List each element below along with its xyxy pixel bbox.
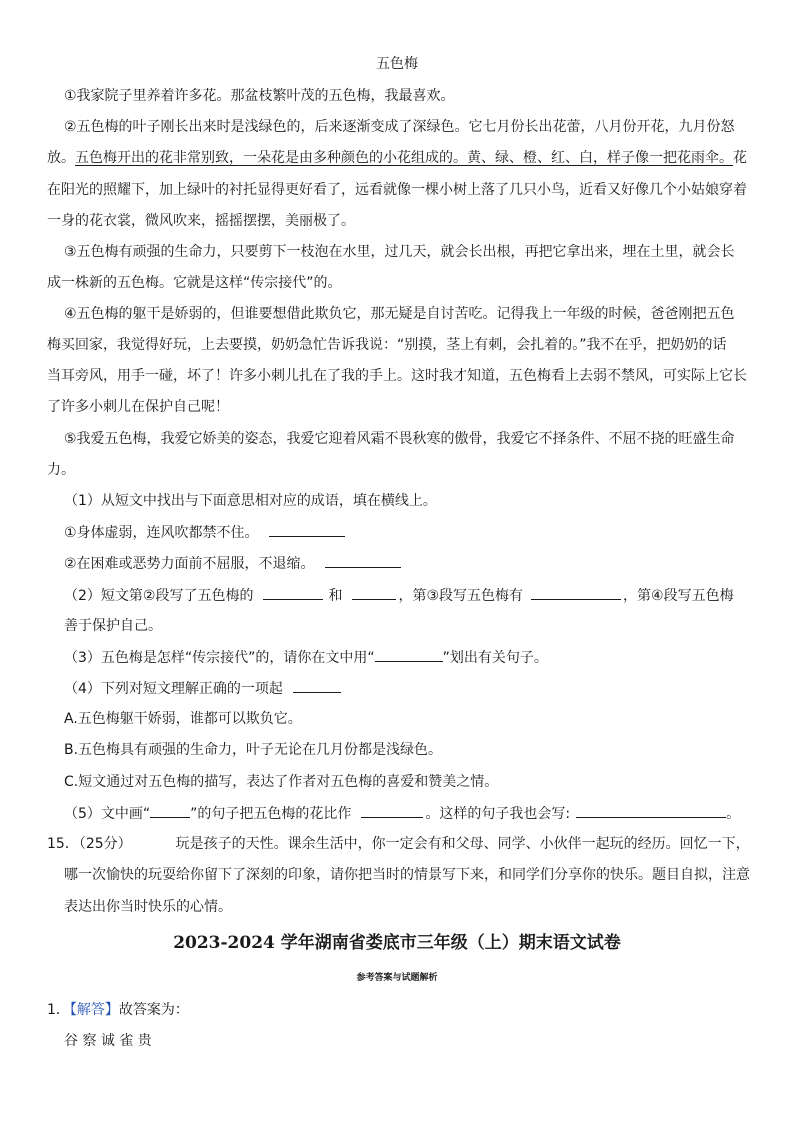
question-15-line-2: 哪一次愉快的玩耍给你留下了深刻的印象，请你把当时的情景写下来，和同学们分享你的快乐。题目自拟，注意 bbox=[64, 867, 750, 883]
question-1-b: ②在困难或恶势力面前不屈服，不退缩。 bbox=[64, 553, 747, 574]
question-1-a: ①身体虚弱，连风吹都禁不住。 bbox=[64, 522, 747, 543]
answer-blank-1a[interactable] bbox=[269, 522, 345, 537]
question-2-line-1: （2）短文第②段写了五色梅的 和 ，第③段写五色梅有 ，第④段写五色梅 bbox=[64, 585, 747, 606]
paragraph-2-line-2 bbox=[47, 148, 747, 168]
question-2-line-2: 善于保护自己。 bbox=[64, 618, 162, 634]
answer-blank-1b[interactable] bbox=[325, 553, 401, 568]
option-a: A.五色梅躯干娇弱，谁都可以欺负它。 bbox=[64, 711, 302, 727]
question-3: （3）五色梅是怎样“传宗接代”的，请你在文中用“ ”划出有关句子。 bbox=[64, 647, 747, 668]
paragraph-5-line-2: 力。 bbox=[47, 462, 75, 478]
underline-marker bbox=[375, 647, 443, 662]
question-15-line-1: 15．（25分） 玩是孩子的天性。课余生活中，你一定会有和父母、同学、小伙伴一起玩的经历。回忆一下， bbox=[47, 836, 750, 852]
paragraph-2-text-a: 放。 bbox=[47, 150, 75, 166]
paragraph-5-line-1: ⑤我爱五色梅，我爱它娇美的姿态，我爱它迎着风霜不畏秋寒的傲骨，我爱它不择条件、不屈不挠的旺盛生命 bbox=[64, 431, 735, 447]
paragraph-4-line-4: 了许多小刺儿在保护自己呢！ bbox=[47, 399, 229, 415]
answer-blank-2c[interactable] bbox=[531, 585, 621, 600]
underline-marker-5 bbox=[150, 803, 190, 818]
option-b: B.五色梅具有顽强的生命力，叶子无论在几月份都是浅绿色。 bbox=[64, 742, 443, 758]
answer-blank-2b[interactable] bbox=[352, 585, 396, 600]
paragraph-2-line-3: 在阳光的照耀下，加上绿叶的衬托显得更好看了，远看就像一棵小树上落了几只小鸟，近看又好像几个小姑娘穿着 bbox=[47, 182, 747, 198]
paragraph-2-line-1: ②五色梅的叶子刚长出来时是浅绿色的，后来逐渐变成了深绿色。它七月份长出花蕾，八月份开花，九月份怒 bbox=[64, 119, 735, 135]
question-4: （4）下列对短文理解正确的一项起 bbox=[64, 678, 747, 699]
answer-section-subheading: 参考答案与试题解析 bbox=[356, 973, 438, 983]
paragraph-2-line-4: 一身的花衣裳，微风吹来，摇摇摆摆，美丽极了。 bbox=[47, 213, 355, 229]
underlined-sentence: 五色梅开出的花非常别致，一朵花是由多种颜色的小花组成的。黄、绿、橙、红、白，样子像一把花雨伞。 bbox=[75, 150, 733, 166]
option-c: C.短文通过对五色梅的描写，表达了作者对五色梅的喜爱和赞美之情。 bbox=[64, 774, 499, 790]
answer-blank-2a[interactable] bbox=[263, 585, 323, 600]
question-1: （1）从短文中找出与下面意思相对应的成语，填在横线上。 bbox=[64, 493, 437, 509]
question-5: （5）文中画“ ”的句子把五色梅的花比作 。这样的句子我也会写: 。 bbox=[64, 803, 747, 824]
answer-1: 1．【解答】故答案为： bbox=[47, 1002, 189, 1018]
paragraph-3-line-1: ③五色梅有顽强的生命力，只要剪下一枝泡在水里，过几天，就会长出根，再把它拿出来，埋在土里，就会长 bbox=[64, 244, 735, 260]
paragraph-4-line-3: 当耳旁风，用手一碰，坏了！许多小刺儿扎在了我的手上。这时我才知道，五色梅看上去弱不禁风，可实际上它长 bbox=[47, 368, 747, 384]
question-15-line-3: 表达出你当时快乐的心情。 bbox=[64, 899, 232, 915]
question-15-number: 15．（25分） bbox=[47, 836, 132, 852]
answer-blank-5a[interactable] bbox=[361, 803, 423, 818]
paragraph-2-text-b: 花 bbox=[733, 150, 747, 166]
answer-tag: 【解答】 bbox=[69, 1002, 119, 1018]
answer-section-heading: 2023-2024 学年湖南省娄底市三年级（上）期末语文试卷 bbox=[173, 933, 621, 953]
paragraph-4-line-2: 梅买回家，我觉得好玩，上去要摸，奶奶急忙告诉我说：“别摸，茎上有刺，会扎着的。”我不在乎，把奶奶的话 bbox=[47, 337, 727, 353]
answer-blank-4[interactable] bbox=[293, 678, 341, 693]
paragraph-1: ①我家院子里养着许多花。那盆枝繁叶茂的五色梅，我最喜欢。 bbox=[64, 88, 455, 104]
answer-1-characters: 谷 察 诚 雀 贵 bbox=[64, 1033, 152, 1049]
paragraph-3-line-2: 成一株新的五色梅。它就是这样“传宗接代”的。 bbox=[47, 275, 342, 291]
answer-blank-5b[interactable] bbox=[576, 803, 726, 818]
paragraph-4-line-1: ④五色梅的躯干是娇弱的，但谁要想借此欺负它，那无疑是自讨苦吃。记得我上一年级的时候，爸爸刚把五色 bbox=[64, 306, 735, 322]
passage-title: 五色梅 bbox=[376, 56, 418, 72]
